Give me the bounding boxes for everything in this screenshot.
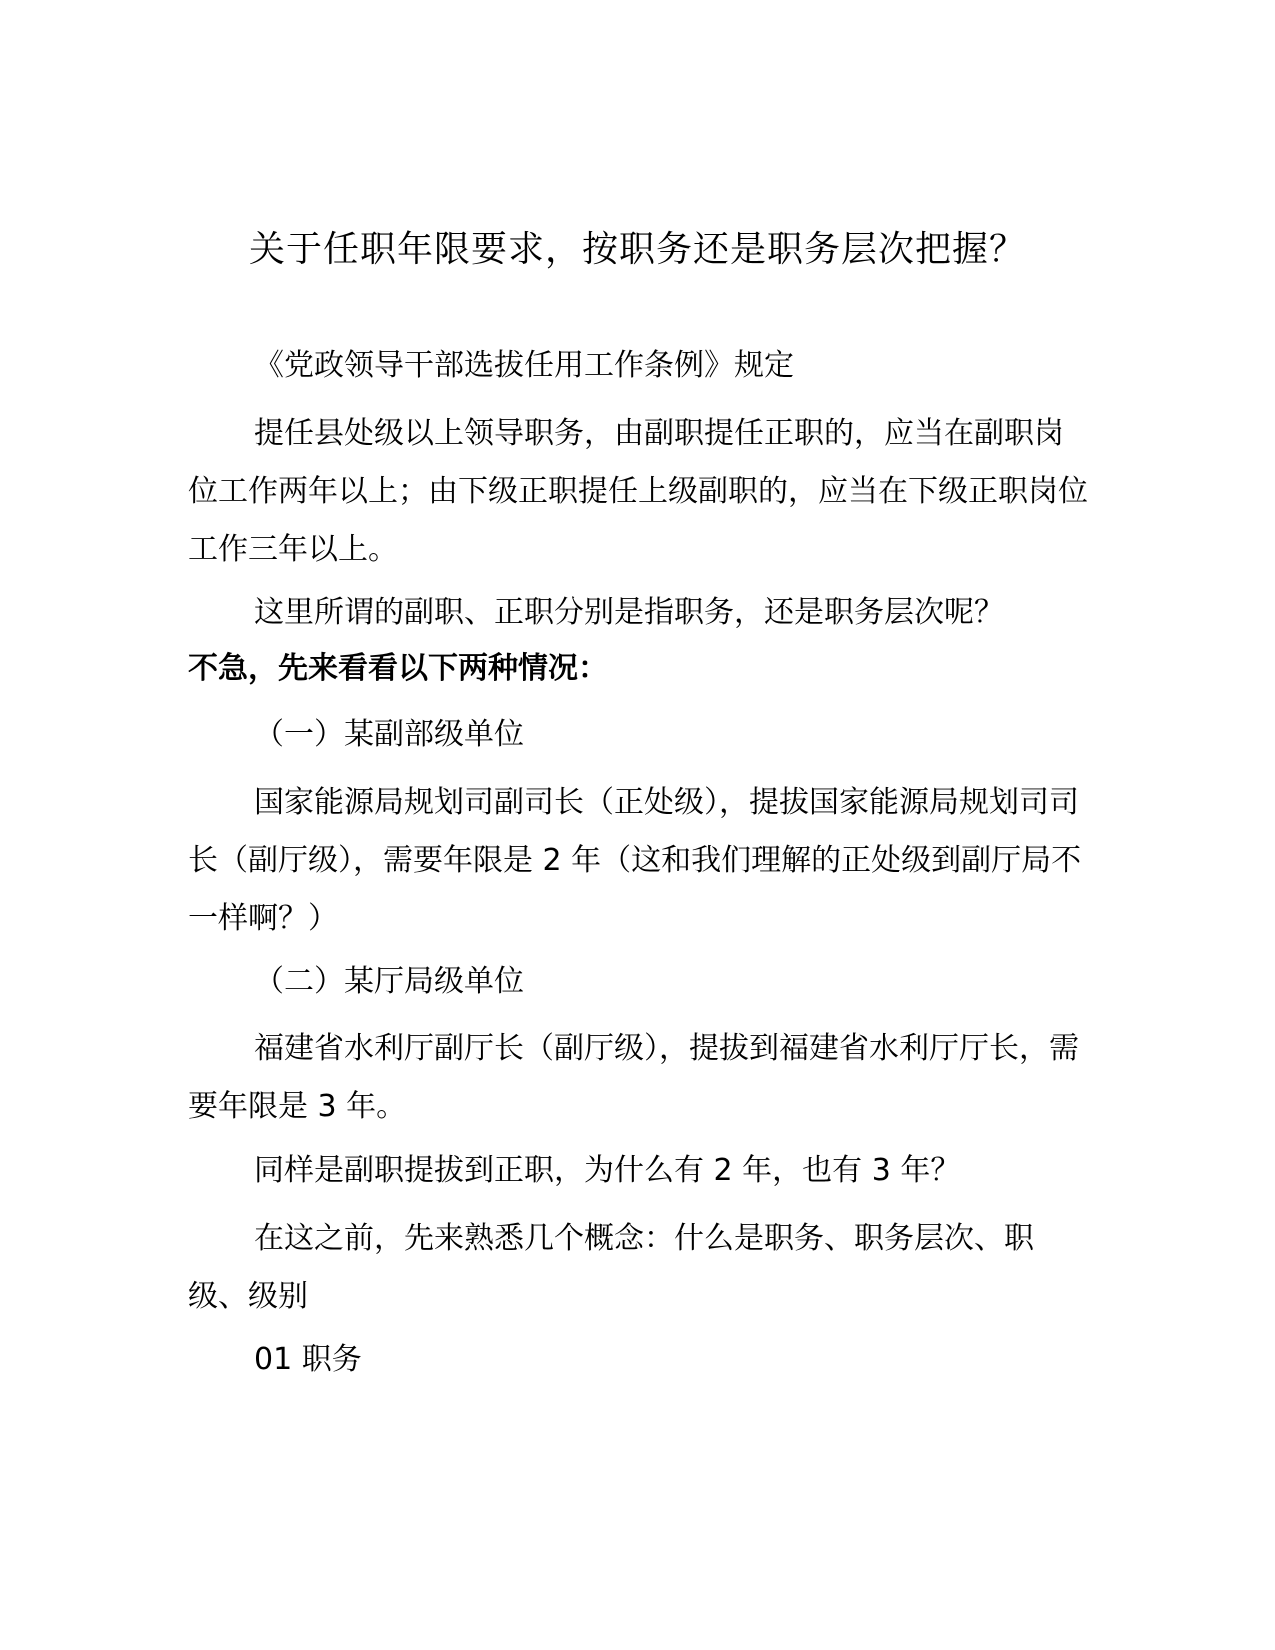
paragraph-comparison-question: 同样是副职提拔到正职，为什么有 2 年，也有 3 年？	[254, 1153, 961, 1188]
document-title: 关于任职年限要求，按职务还是职务层次把握？	[248, 229, 1026, 270]
section-heading-01: 01 职务	[254, 1342, 362, 1377]
paragraph-case-one-heading: （一）某副部级单位	[254, 717, 524, 752]
paragraph-case-two-heading: （二）某厅局级单位	[254, 964, 524, 999]
paragraph-regulation-name: 《党政领导干部选拔任用工作条例》规定	[254, 348, 794, 383]
paragraph-concepts: 在这之前，先来熟悉几个概念：什么是职务、职务层次、职级、级别	[188, 1221, 1034, 1314]
paragraph-regulation-text: 提任县处级以上领导职务，由副职提任正职的，应当在副职岗位工作两年以上；由下级正职提任上级副职的，应当在下级正职岗位工作三年以上。	[188, 416, 1088, 567]
paragraph-intro-cases: 不急，先来看看以下两种情况：	[188, 651, 608, 686]
paragraph-case-two-text: 福建省水利厅副厅长（副厅级），提拔到福建省水利厅厅长，需要年限是 3 年。	[188, 1031, 1079, 1124]
paragraph-question: 这里所谓的副职、正职分别是指职务，还是职务层次呢？	[254, 595, 1004, 630]
paragraph-case-one-text: 国家能源局规划司副司长（正处级），提拔国家能源局规划司司长（副厅级），需要年限是 2 年（这和我们理解的正处级到副厅局不一样啊？）	[188, 785, 1082, 936]
